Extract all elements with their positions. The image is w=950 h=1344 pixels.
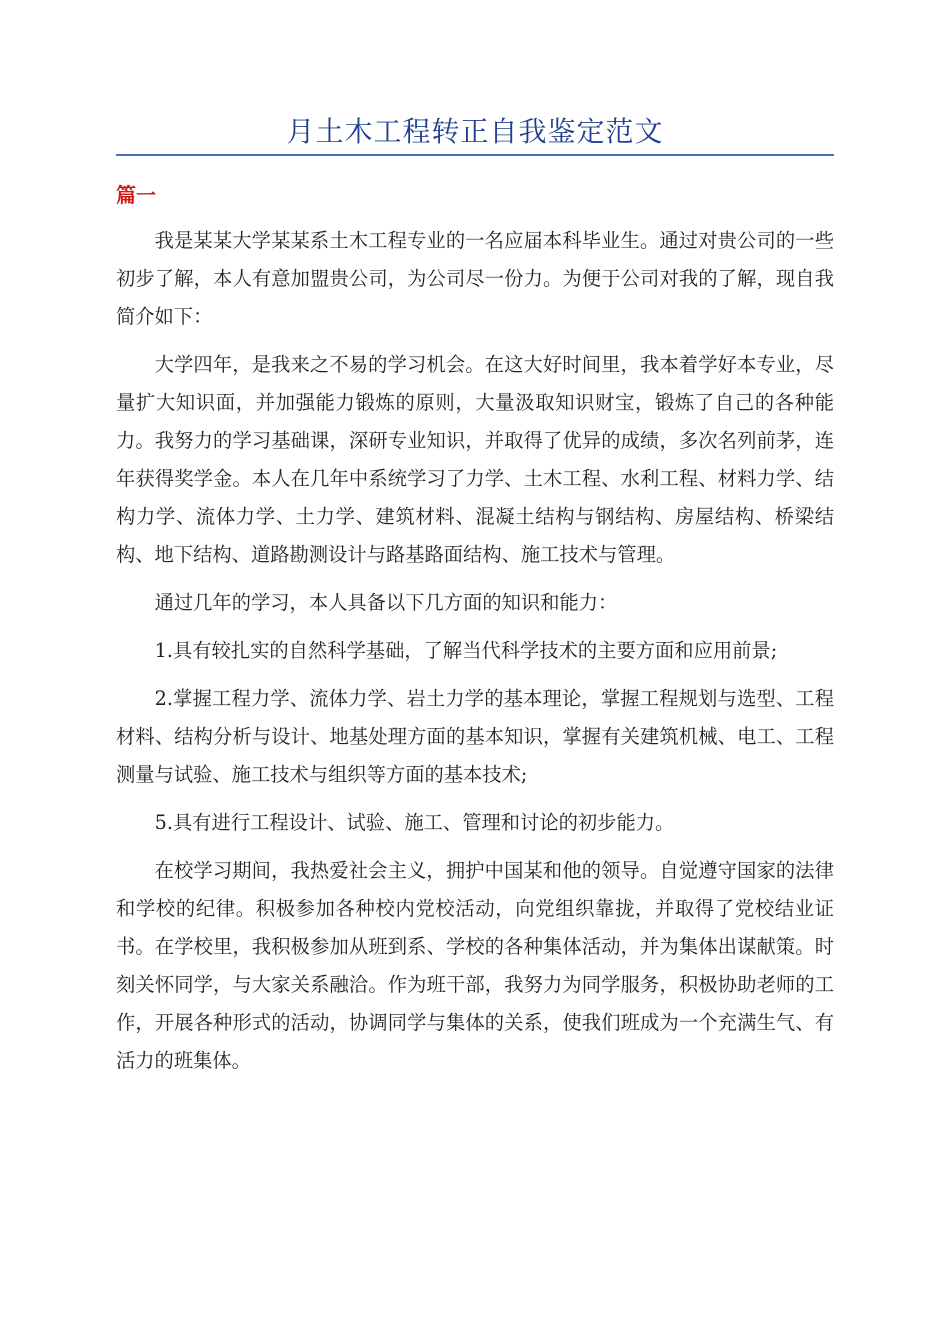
list-item-1: 1.具有较扎实的自然科学基础，了解当代科学技术的主要方面和应用前景; [154,639,778,662]
document-title: 月土木工程转正自我鉴定范文 [286,115,664,148]
paragraph-study: 大学四年，是我来之不易的学习机会。在这大好时间里，我本着学好本专业，尽量扩大知识面，并加强能力锻炼的原则，大量汲取知识财宝，锻炼了自己的各种能力。我努力的学习基础课，深研专业知识，并取得了优异的成绩，多次名列前茅，连年获得奖学金。本人在几年中系统学习了力学、土木工程、水利工程、材料力学、结构力学、流体力学、土力学、建筑材料、混凝土结构与钢结构、房屋结构、桥梁结构、地下结构、道路勘测设计与路基路面结构、施工技术与管理。 [116,353,834,566]
list-item-2: 2.掌握工程力学、流体力学、岩土力学的基本理论，掌握工程规划与选型、工程材料、结构分析与设计、地基处理方面的基本知识，掌握有关建筑机械、电工、工程测量与试验、施工技术与组织等方面的基本技术; [116,687,834,786]
paragraph-campus-life: 在校学习期间，我热爱社会主义，拥护中国某和他的领导。自觉遵守国家的法律和学校的纪律。积极参加各种校内党校活动，向党组织靠拢，并取得了党校结业证书。在学校里，我积极参加从班到系、学校的各种集体活动，并为集体出谋献策。时刻关怀同学，与大家关系融洽。作为班干部，我努力为同学服务，积极协助老师的工作，开展各种形式的活动，协调同学与集体的关系，使我们班成为一个充满生气、有活力的班集体。 [116,859,834,1072]
section-heading: 篇一 [116,183,156,207]
list-item-5: 5.具有进行工程设计、试验、施工、管理和讨论的初步能力。 [154,811,675,834]
paragraph-abilities-intro: 通过几年的学习，本人具备以下几方面的知识和能力： [154,591,618,614]
document-body [116,222,834,1090]
paragraph-intro: 我是某某大学某某系土木工程专业的一名应届本科毕业生。通过对贵公司的一些初步了解，本人有意加盟贵公司，为公司尽一份力。为便于公司对我的了解，现自我简介如下： [116,229,834,328]
title-underline [116,154,834,156]
